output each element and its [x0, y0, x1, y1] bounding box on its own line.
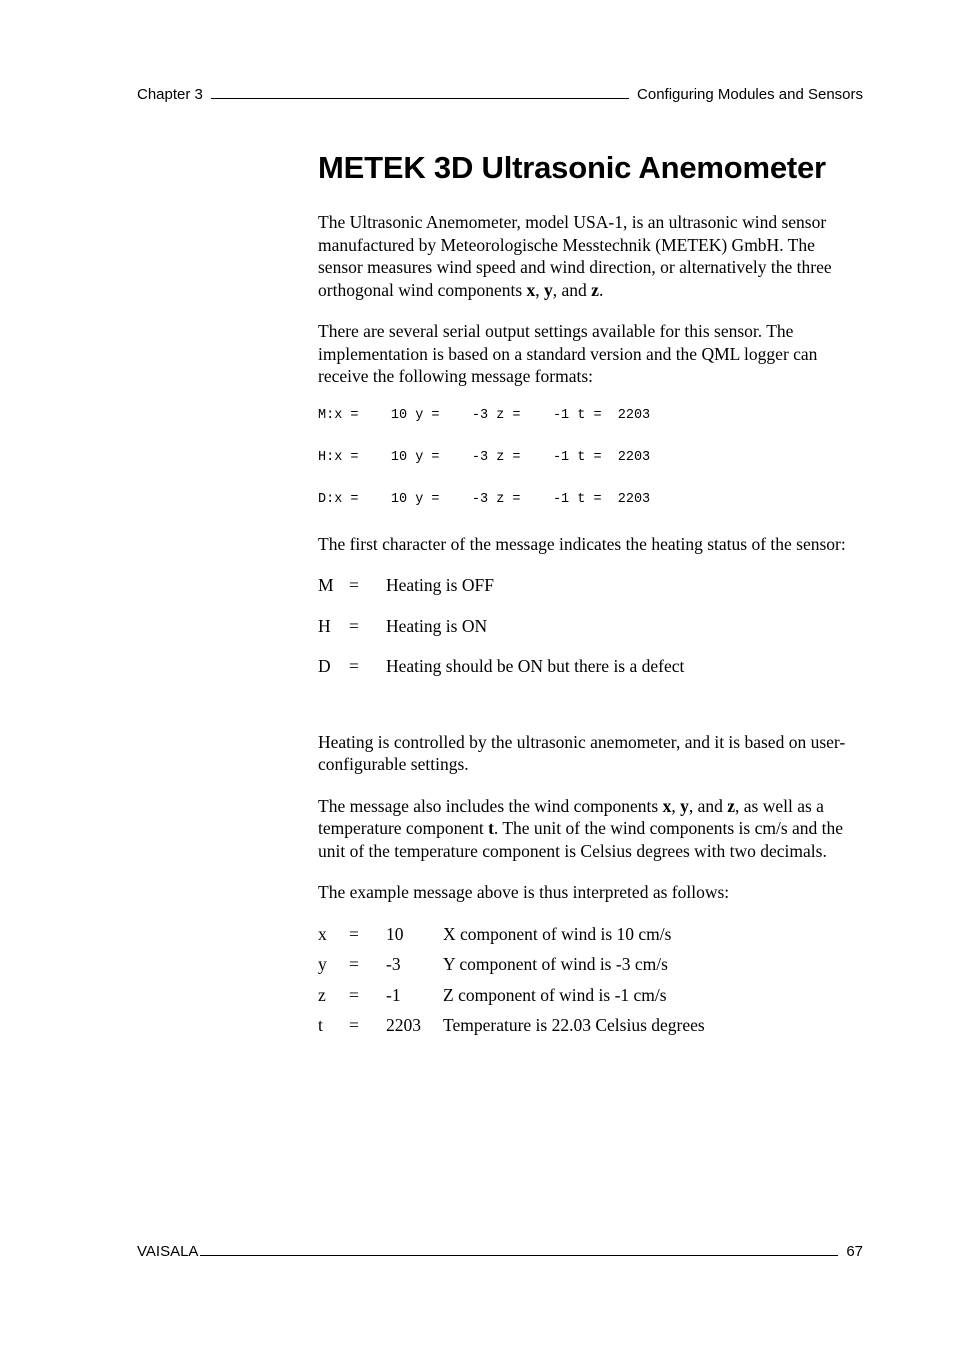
- list-item: x = 10 X component of wind is 10 cm/s: [318, 923, 672, 944]
- interpretation-list: [318, 923, 863, 1045]
- heating-control-paragraph: Heating is controlled by the ultrasonic anemometer, and it is based on user-configurable settings.: [318, 731, 846, 774]
- page-footer: [137, 1243, 863, 1260]
- page-header: [137, 86, 863, 103]
- list-item: H = Heating is ON: [318, 615, 488, 636]
- page-number: 67: [846, 1243, 863, 1260]
- message-example: H:x = 10 y = -3 z = -1 t = 2203: [318, 449, 651, 465]
- message-format-examples: [318, 407, 863, 513]
- main-content: [318, 211, 863, 1045]
- output-settings-paragraph: There are several serial output settings available for this sensor. The implementation is based on a standard version and the QML logger can receive the following message formats:: [318, 321, 818, 386]
- components-paragraph: The message also includes the wind components x, y, and z, as well as a temperature component t. The unit of the wind components is cm/s and the unit of the temperature component is Celsius degrees with two decimals.: [318, 795, 844, 861]
- message-example: M:x = 10 y = -3 z = -1 t = 2203: [318, 407, 651, 423]
- header-chapter: Chapter 3: [137, 86, 203, 103]
- heating-status-paragraph: The first character of the message indicates the heating status of the sensor:: [318, 533, 846, 554]
- header-rule: [211, 86, 629, 99]
- header-section: Configuring Modules and Sensors: [637, 86, 863, 103]
- intro-paragraph: The Ultrasonic Anemometer, model USA-1, is an ultrasonic wind sensor manufactured by Meteorologische Messtechnik (METEK) GmbH. The sensor measures wind speed and wind direction, or alternatively the three orthogonal wind components x, y, and z.: [318, 212, 832, 300]
- page-title: METEK 3D Ultrasonic Anemometer: [318, 150, 826, 185]
- list-item: M = Heating is OFF: [318, 575, 494, 595]
- interpretation-intro-paragraph: The example message above is thus interpreted as follows:: [318, 882, 730, 902]
- list-item: z = -1 Z component of wind is -1 cm/s: [318, 984, 667, 1005]
- heating-status-list: [318, 574, 863, 696]
- footer-rule: [200, 1243, 838, 1256]
- spacer: [318, 696, 863, 731]
- list-item: t = 2203 Temperature is 22.03 Celsius degrees: [318, 1015, 705, 1035]
- footer-company: VAISALA: [137, 1243, 199, 1260]
- message-example: D:x = 10 y = -3 z = -1 t = 2203: [318, 491, 651, 507]
- list-item: D = Heating should be ON but there is a defect: [318, 656, 685, 676]
- list-item: y = -3 Y component of wind is -3 cm/s: [318, 954, 668, 974]
